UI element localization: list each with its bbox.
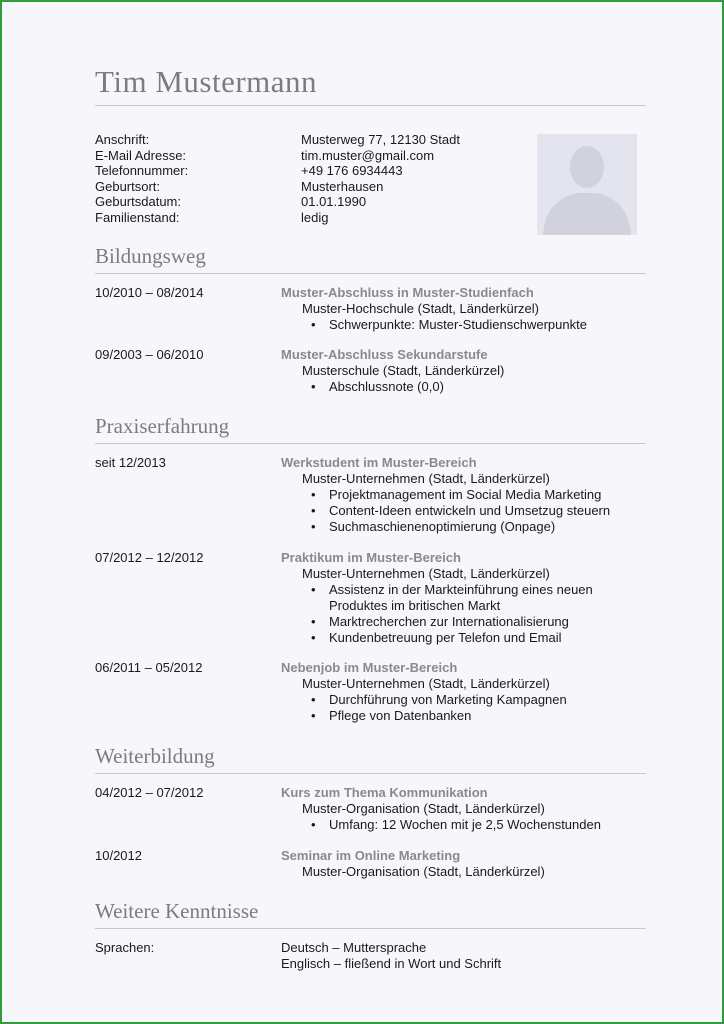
entry-organization: Muster-Unternehmen (Stadt, Länderkürzel) bbox=[302, 471, 550, 486]
entry-title: Nebenjob im Muster-Bereich bbox=[281, 660, 458, 675]
bullet-item: • Umfang: 12 Wochen mit je 2,5 Wochenstunden bbox=[302, 817, 601, 833]
cv-name: Tim Mustermann bbox=[95, 64, 318, 99]
bullet-item: • Kundenbetreuung per Telefon und Email bbox=[302, 630, 593, 646]
profile-photo bbox=[537, 134, 637, 235]
section-heading-training: Weiterbildung bbox=[95, 744, 215, 768]
personal-label: Geburtsdatum: bbox=[95, 194, 181, 209]
person-silhouette-icon bbox=[537, 134, 637, 235]
entry-organization: Musterschule (Stadt, Länderkürzel) bbox=[302, 363, 505, 378]
personal-value: Musterweg 77, 12130 Stadt bbox=[301, 132, 460, 147]
bullet-item: • Abschlussnote (0,0) bbox=[302, 379, 444, 395]
entry-title: Praktikum im Muster-Bereich bbox=[281, 550, 461, 565]
entry-date: 04/2012 – 07/2012 bbox=[95, 785, 204, 800]
entry-title: Seminar im Online Marketing bbox=[281, 848, 461, 863]
bullet-text: Assistenz in der Markteinführung eines neuen bbox=[329, 582, 593, 597]
section-heading-education: Bildungsweg bbox=[95, 244, 206, 268]
entry-bullets bbox=[302, 379, 444, 395]
bullet-item: • Content-Ideen entwickeln und Umsetzug steuern bbox=[302, 503, 610, 519]
entry-bullets bbox=[302, 582, 593, 646]
personal-label: Geburtsort: bbox=[95, 178, 161, 194]
personal-value: +49 176 6934443 bbox=[301, 163, 403, 178]
name-divider bbox=[95, 105, 646, 106]
entry-title: Kurs zum Thema Kommunikation bbox=[281, 785, 488, 800]
bullet-item: • Marktrecherchen zur Internationalisierung bbox=[302, 614, 593, 630]
personal-label: Anschrift: bbox=[95, 132, 150, 147]
entry-organization: Muster-Organisation (Stadt, Länderkürzel) bbox=[302, 801, 545, 816]
personal-value: 01.01.1990 bbox=[301, 194, 367, 209]
section-divider bbox=[95, 443, 646, 444]
language-item: Deutsch – Muttersprache bbox=[281, 940, 427, 955]
entry-bullets bbox=[302, 487, 610, 535]
entry-bullets bbox=[302, 317, 587, 333]
bullet-item: • Schwerpunkte: Muster-Studienschwerpunkte bbox=[302, 317, 587, 333]
bullet-continuation: Produktes im britischen Markt bbox=[329, 598, 501, 613]
entry-organization: Muster-Unternehmen (Stadt, Länderkürzel) bbox=[302, 566, 550, 581]
section-divider bbox=[95, 928, 646, 929]
entry-date: 09/2003 – 06/2010 bbox=[95, 347, 204, 362]
entry-date: 10/2010 – 08/2014 bbox=[95, 285, 204, 300]
entry-date: seit 12/2013 bbox=[95, 455, 166, 470]
entry-bullets bbox=[302, 817, 601, 833]
personal-value: tim.muster@gmail.com bbox=[301, 147, 435, 163]
section-heading-experience: Praxiserfahrung bbox=[95, 414, 230, 438]
entry-organization: Muster-Hochschule (Stadt, Länderkürzel) bbox=[302, 301, 539, 316]
personal-label: Telefonnummer: bbox=[95, 163, 189, 178]
entry-date: 07/2012 – 12/2012 bbox=[95, 550, 204, 565]
section-divider bbox=[95, 273, 646, 274]
section-heading-skills: Weitere Kenntnisse bbox=[95, 899, 259, 923]
personal-label: E-Mail Adresse: bbox=[95, 147, 187, 163]
bullet-item: • Suchmaschienenoptimierung (Onpage) bbox=[302, 519, 610, 535]
entry-organization: Muster-Organisation (Stadt, Länderkürzel) bbox=[302, 864, 545, 879]
language-item: Englisch – fließend in Wort und Schrift bbox=[281, 955, 502, 971]
bullet-item: • Projektmanagement im Social Media Marketing bbox=[302, 487, 610, 503]
personal-label: Familienstand: bbox=[95, 209, 180, 225]
entry-date: 06/2011 – 05/2012 bbox=[95, 660, 203, 675]
languages-label: Sprachen: bbox=[95, 940, 155, 955]
entry-organization: Muster-Unternehmen (Stadt, Länderkürzel) bbox=[302, 676, 550, 691]
entry-title: Muster-Abschluss Sekundarstufe bbox=[281, 347, 488, 362]
bullet-item: • Pflege von Datenbanken bbox=[302, 708, 567, 724]
bullet-item bbox=[302, 582, 593, 614]
section-divider bbox=[95, 773, 646, 774]
entry-bullets bbox=[302, 692, 567, 724]
personal-value: ledig bbox=[301, 209, 329, 225]
personal-value: Musterhausen bbox=[301, 178, 384, 194]
entry-title: Muster-Abschluss in Muster-Studienfach bbox=[281, 285, 534, 300]
entry-title: Werkstudent im Muster-Bereich bbox=[281, 455, 477, 470]
bullet-item: • Durchführung von Marketing Kampagnen bbox=[302, 692, 567, 708]
entry-date: 10/2012 bbox=[95, 848, 142, 863]
